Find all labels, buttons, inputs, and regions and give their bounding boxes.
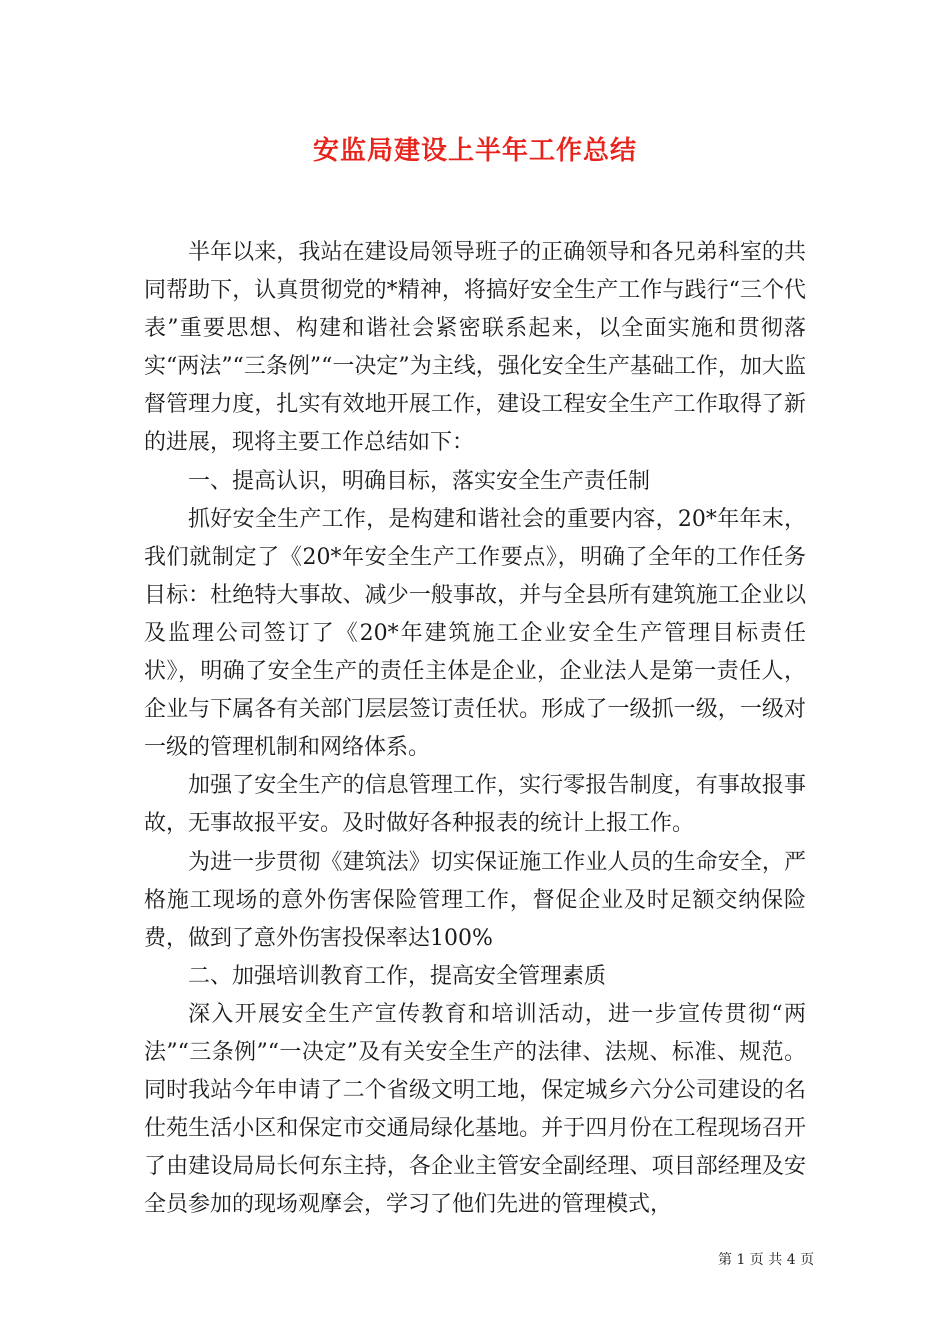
paragraph: 抓好安全生产工作，是构建和谐社会的重要内容，20*年年末，我们就制定了《20*年安全生产工作要点》，明确了全年的工作任务目标：杜绝特大事故、减少一般事故，并与全县所有建筑施工企业以及监理公司签订了《20*年建筑施工企业安全生产管理目标责任状》，明确了安全生产的责任主体是企业，企业法人是第一责任人，企业与下属各有关部门层层签订责任状。形成了一级抓一级，一级对一级的管理机制和网络体系。 — [144, 506, 806, 761]
section-heading-2: 二、加强培训教育工作，提高安全管理素质 — [188, 963, 607, 989]
paragraph: 为进一步贯彻《建筑法》切实保证施工作业人员的生命安全，严格施工现场的意外伤害保险管理工作，督促企业及时足额交纳保险费，做到了意外伤害投保率达100% — [144, 849, 806, 951]
paragraph-intro: 半年以来，我站在建设局领导班子的正确领导和各兄弟科室的共同帮助下，认真贯彻党的*精神，将搞好安全生产工作与践行“三个代表”重要思想、构建和谐社会紧密联系起来，以全面实施和贯彻落实“两法”“三条例”“一决定”为主线，强化安全生产基础工作，加大监督管理力度，扎实有效地开展工作，建设工程安全生产工作取得了新的进展，现将主要工作总结如下： — [144, 240, 806, 456]
paragraph: 加强了安全生产的信息管理工作，实行零报告制度，有事故报事故，无事故报平安。及时做好各种报表的统计上报工作。 — [144, 773, 806, 837]
document-title: 安监局建设上半年工作总结 — [312, 136, 637, 166]
document-body — [144, 234, 806, 1224]
section-heading-1: 一、提高认识，明确目标，落实安全生产责任制 — [188, 468, 651, 494]
page-number: 第 1 页 共 4 页 — [718, 1252, 815, 1268]
paragraph: 深入开展安全生产宣传教育和培训活动，进一步宣传贯彻“两法”“三条例”“一决定”及有关安全生产的法律、法规、标准、规范。同时我站今年申请了二个省级文明工地，保定城乡六分公司建设的名仕苑生活小区和保定市交通局绿化基地。并于四月份在工程现场召开了由建设局局长何东主持，各企业主管安全副经理、项目部经理及安全员参加的现场观摩会，学习了他们先进的管理模式， — [144, 1001, 806, 1218]
